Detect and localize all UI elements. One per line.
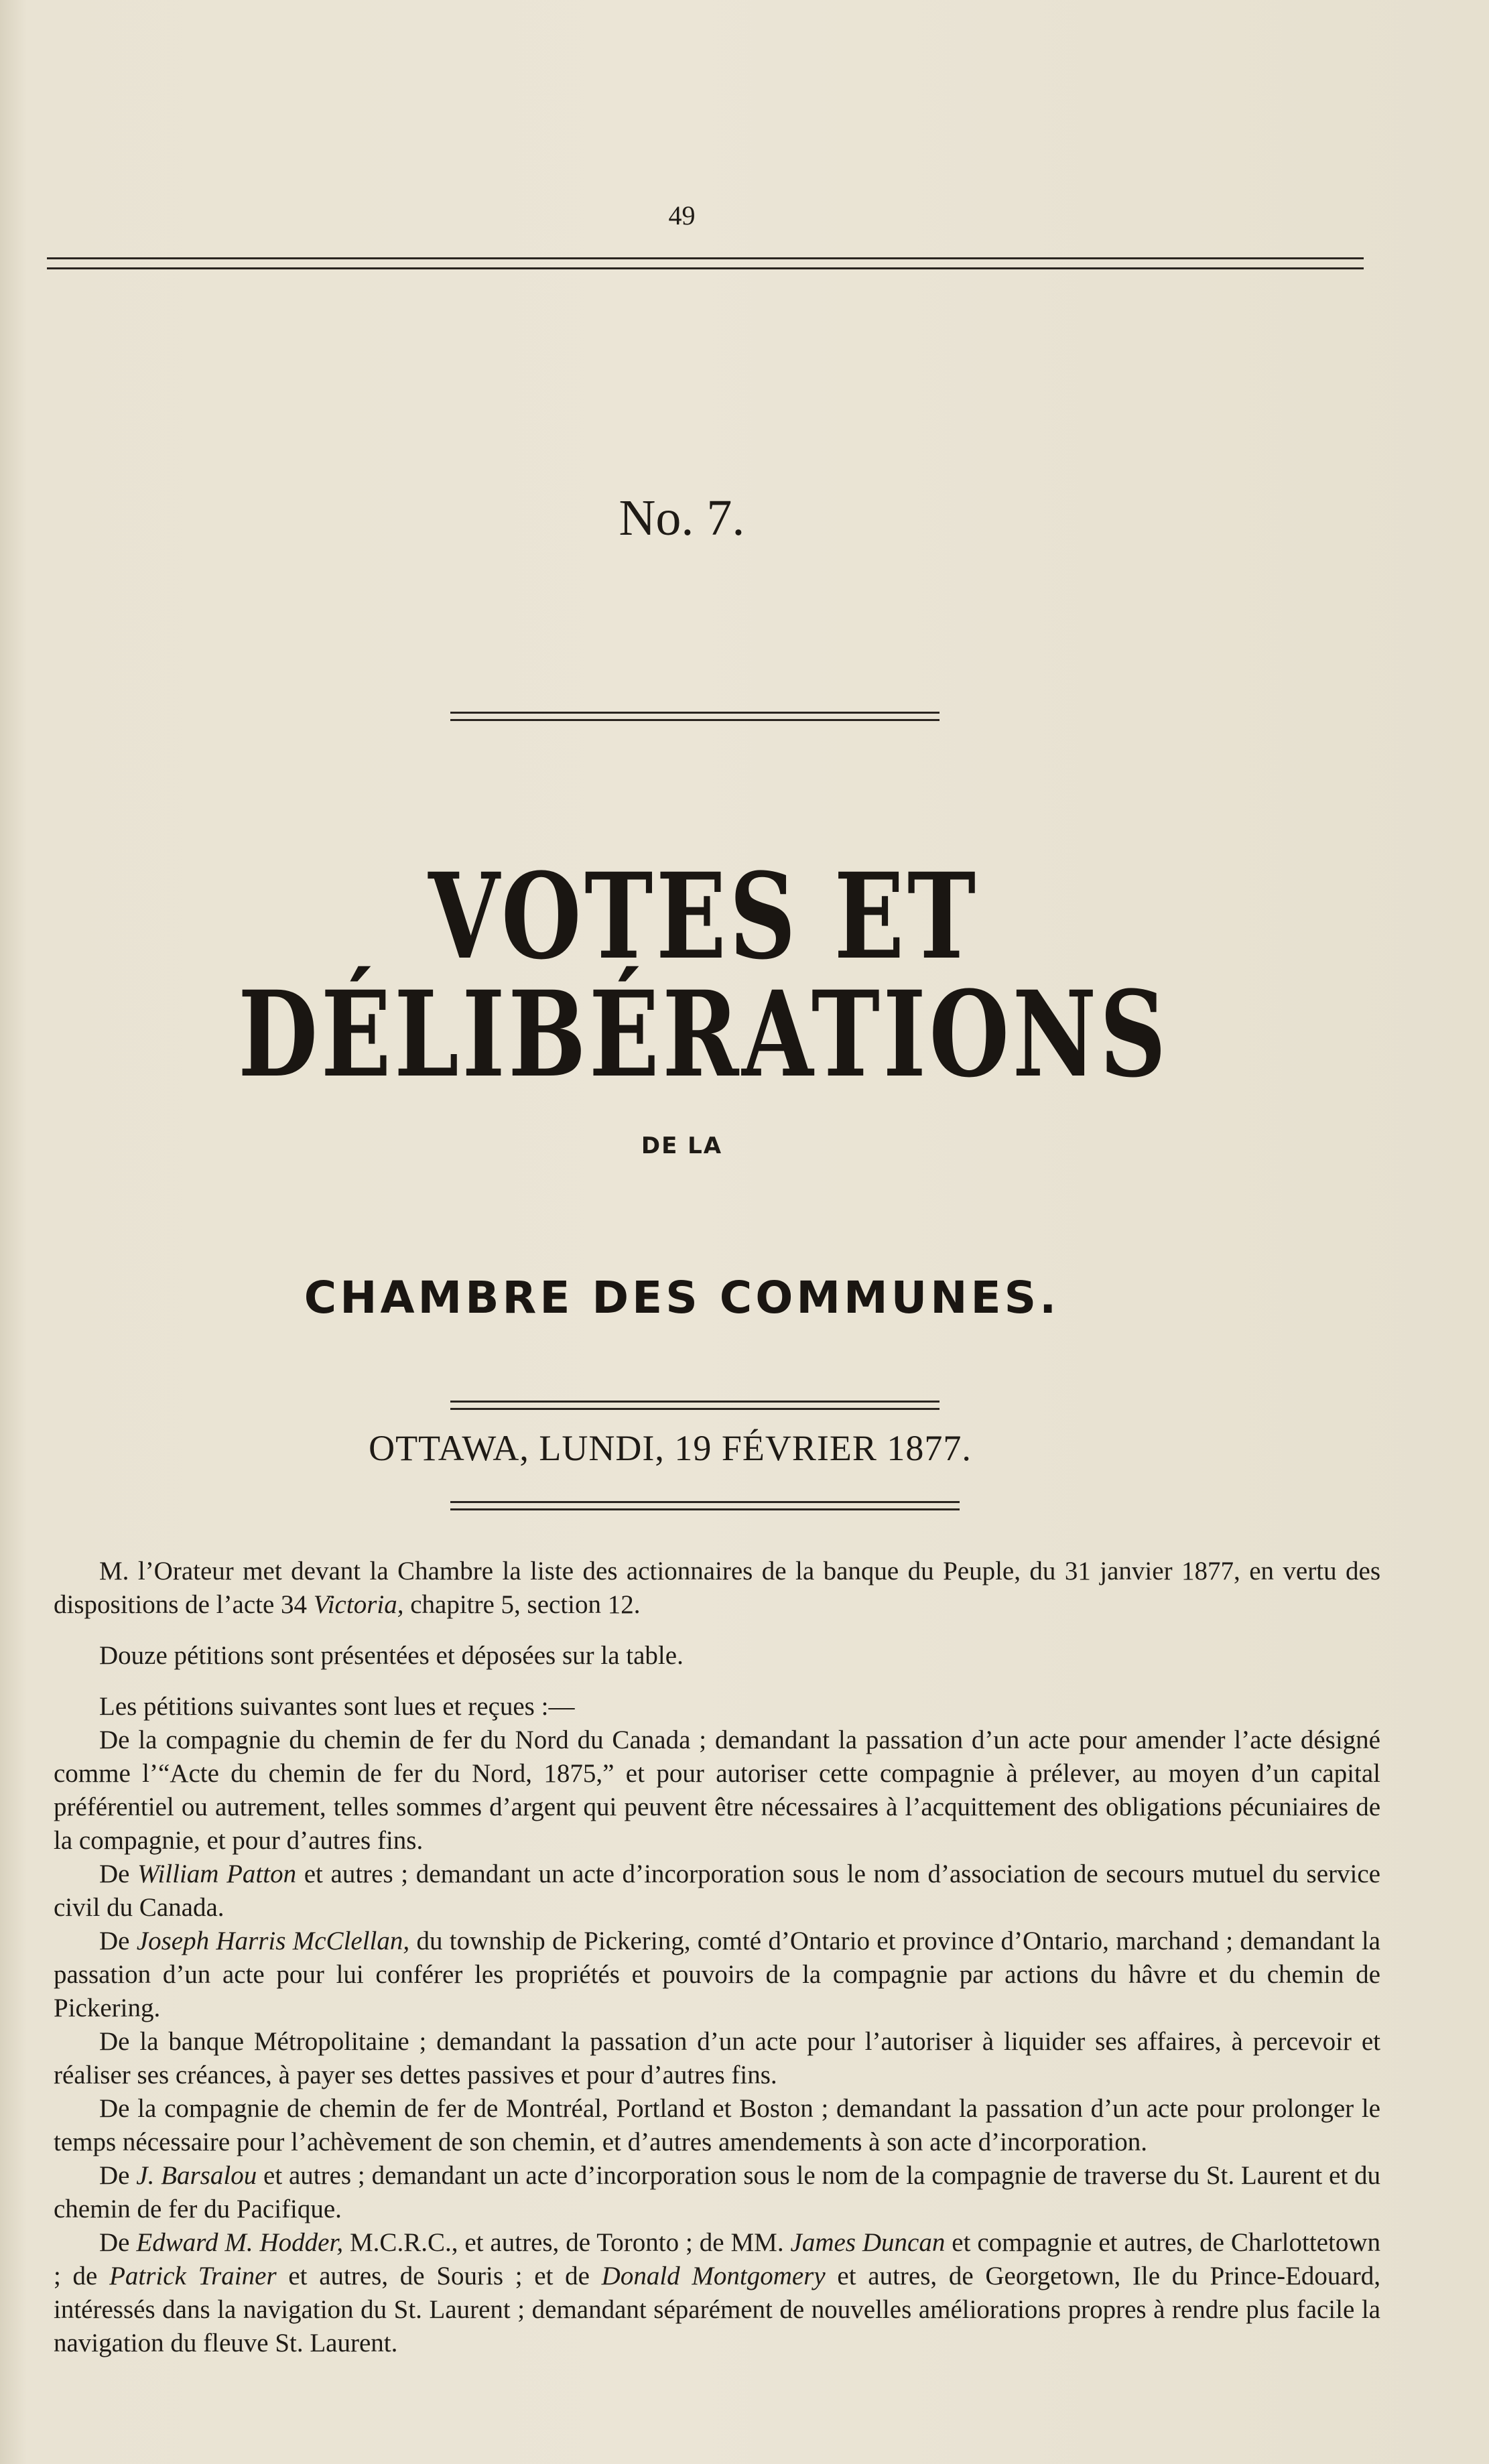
proceedings-text [54,1555,1380,2360]
section-rule [450,712,940,721]
text-run: chapitre 5, section 12. [403,1590,641,1619]
page-number: 49 [668,200,696,231]
italic-text: Victoria, [313,1590,404,1619]
issue-number: No. 7. [619,490,745,546]
text-run: De [99,1927,137,1955]
text-run: De [99,1860,138,1888]
text-run: et autres, de Georgetown, Ile du Prince-Edouard, intéressés dans la navigation du St. Laurent ; demandant séparément de nouvelles améliorations propres à rendre plus facile la navigation du fleuve St. Laurent. [54,2262,1380,2357]
main-title: VOTES ET DÉLIBÉRATIONS [238,847,1169,1104]
italic-text: William Patton [137,1860,297,1888]
text-run: et autres ; demandant un acte d’incorporation sous le nom d’association de secours mutuel du service civil du Canada. [54,1860,1380,1922]
text-run: M.C.R.C., et autres, de Toronto ; de MM. [343,2228,791,2257]
text-run: du township de Pickering, comté d’Ontario et province d’Ontario, marchand ; demandant la passation d’un acte pour lui conférer les propriétés et pouvoirs de la compagnie par actions du hâvre et du chemin de Pickering. [54,1927,1380,2022]
text-run: De [99,2161,137,2190]
italic-text: Joseph Harris McClellan, [136,1927,410,1955]
italic-text: Donald Montgomery [601,2262,826,2290]
text-run: et compagnie et autres, de Charlottetown ; de [54,2228,1380,2290]
paragraph-petitions-read: Les pétitions suivantes sont lues et reçues :— [99,1692,575,1721]
text-run: M. l’Orateur met devant la Chambre la liste des actionnaires de la banque du Peuple, du 31 janvier 1877, en vertu des dispositions de l’acte 34 [54,1557,1380,1619]
italic-text: Edward M. Hodder, [136,2228,344,2257]
text-run: et autres, de Souris ; et de [276,2262,602,2290]
subtitle-de-la: DE LA [641,1132,723,1159]
italic-text: J. Barsalou [136,2161,257,2190]
dateline: OTTAWA, LUNDI, 19 FÉVRIER 1877. [369,1428,972,1468]
paragraph-speaker-list [54,1555,1380,1622]
header-rule [47,257,1364,269]
paragraph-montreal-portland-boston: De la compagnie de chemin de fer de Montréal, Portland et Boston ; demandant la passation d’un acte pour prolonger le temps nécessaire pour l’achèvement de son chemin, et d’autres amendements à son acte d’incorporation. [54,2094,1380,2156]
text-run: De [99,2228,137,2257]
paragraph-northern-railway: De la compagnie du chemin de fer du Nord du Canada ; demandant la passation d’un acte pour amender l’acte désigné comme l’“Acte du chemin de fer du Nord, 1875,” et pour autoriser cette compagnie à prélever, au moyen d’un capital préférentiel ou autrement, telles sommes d’argent qui peuvent être nécessaires à l’acquittement des obligations pécuniaires de la compagnie, et pour d’autres fins. [54,1726,1380,1855]
paragraph-barsalou [54,2159,1380,2226]
chamber-title: CHAMBRE DES COMMUNES. [304,1272,1060,1323]
paragraph-banque-metropolitaine: De la banque Métropolitaine ; demandant la passation d’un acte pour l’autoriser à liquider ses affaires, à percevoir et réaliser ses créances, à payer ses dettes passives et pour d’autres fins. [54,2027,1380,2089]
date-bottom-rule [450,1501,960,1510]
paragraph-mcclellan [54,1925,1380,2025]
date-top-rule [450,1401,940,1410]
italic-text: James Duncan [790,2228,946,2257]
italic-text: Patrick Trainer [109,2262,277,2290]
paragraph-hodder [54,2226,1380,2360]
paragraph-william-patton [54,1858,1380,1925]
paragraph-petitions-presented: Douze pétitions sont présentées et déposées sur la table. [99,1641,684,1670]
text-run: et autres ; demandant un acte d’incorporation sous le nom de la compagnie de traverse du St. Laurent et du chemin de fer du Pacifique. [54,2161,1380,2223]
